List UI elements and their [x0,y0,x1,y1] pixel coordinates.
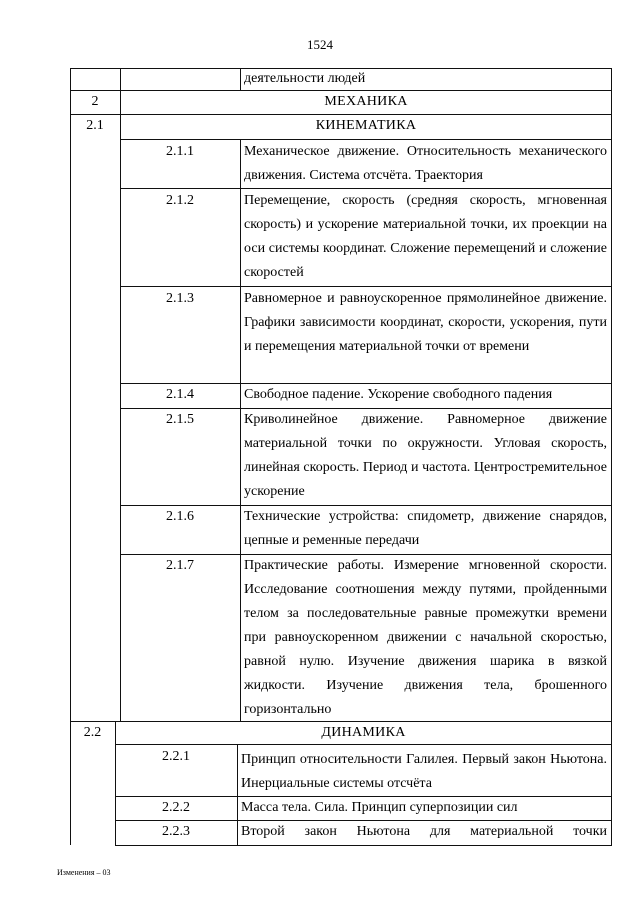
section-title: МЕХАНИКА [324,94,408,109]
topic-number: 2.1.2 [166,193,194,208]
topic-number: 2.1.7 [166,558,194,573]
revision-footer: Изменения – 03 [57,868,111,877]
section-number: 2 [91,94,99,109]
topic-number: 2.1.4 [166,387,194,402]
section-title: КИНЕМАТИКА [315,118,417,133]
topic-text: Технические устройства: спидометр, движение снарядов, цепные и ременные передачи [244,509,607,548]
page-number: 1524 [307,37,333,52]
topic-text: Перемещение, скорость (средняя скорость, мгновенная скорость) и ускорение материальной точки, их проекции на оси системы координат. Сложение перемещений и сложение скоростей [244,193,607,280]
topic-number: 2.1.6 [166,509,194,524]
topic-text: Практические работы. Измерение мгновенной скорости. Исследование соотношения между путями, пройденными телом за последовательные равные промежутки времени при равноускоренном движении с начальной скоростью, равной нулю. Изучение движения шарика в вязкой жидкости. Изучение движения тела, брошенного горизонтально [244,558,607,717]
topic-text: Масса тела. Сила. Принцип суперпозиции сил [241,800,518,815]
topic-text: деятельности людей [244,71,366,86]
topic-number: 2.2.1 [162,749,190,764]
section-number: 2.1 [86,118,104,133]
topic-number: 2.2.3 [162,824,190,839]
topic-text: Механическое движение. Относительность механического движения. Система отсчёта. Траектория [244,144,607,183]
topic-number: 2.1.3 [166,291,194,306]
topic-text: Второй закон Ньютона для материальной точки [241,824,607,839]
topic-text: Свободное падение. Ускорение свободного падения [244,387,553,402]
topic-text: Равномерное и равноускоренное прямолинейное движение. Графики зависимости координат, скорости, ускорения, пути и перемещения материальной точки от времени [244,291,607,354]
topic-text: Принцип относительности Галилея. Первый закон Ньютона. Инерциальные системы отсчёта [241,752,607,791]
section-title: ДИНАМИКА [321,725,406,740]
topic-text: Криволинейное движение. Равномерное движение материальной точки по окружности. Угловая скорость, линейная скорость. Период и частота. Центростремительное ускорение [244,412,607,499]
topic-number: 2.2.2 [162,800,190,815]
topic-number: 2.1.1 [166,144,194,159]
topic-number: 2.1.5 [166,412,194,427]
section-number: 2.2 [83,725,102,740]
table-rule [115,845,612,846]
